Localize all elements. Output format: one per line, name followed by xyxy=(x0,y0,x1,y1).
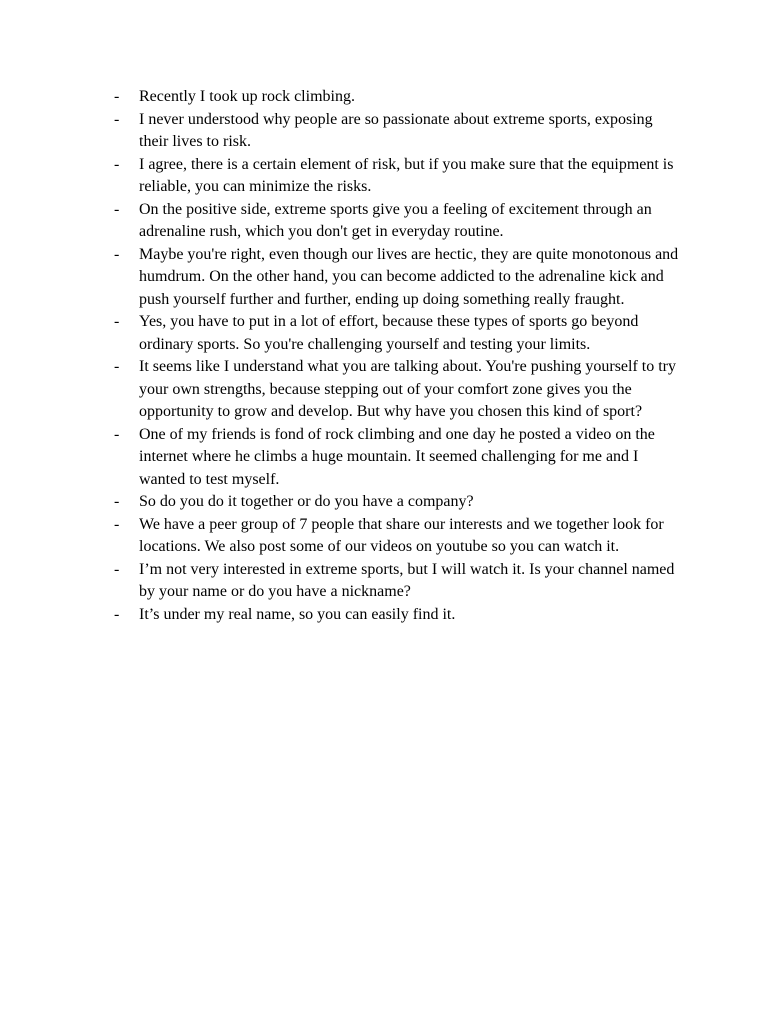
dash-bullet: - xyxy=(114,515,120,533)
dash-bullet: - xyxy=(114,110,120,128)
dialogue-line xyxy=(114,491,684,514)
dash-bullet: - xyxy=(114,313,120,330)
dash-bullet: - xyxy=(114,560,120,578)
dialogue-text: It seems like I understand what you are talking about. You're pushing yourself to try your own strengths, because stepping out of your comfort zone gives you the opportunity to grow and develop. But why have you chosen this kind of sport? xyxy=(139,358,677,420)
dialogue-text: So do you do it together or do you have a company? xyxy=(139,493,474,510)
dialogue-text: One of my friends is fond of rock climbing and one day he posted a video on the internet where he climbs a huge mountain. It seemed challenging for me and I wanted to test myself. xyxy=(139,425,655,488)
dialogue-text: I agree, there is a certain element of risk, but if you make sure that the equipment is reliable, you can minimize the risks. xyxy=(139,155,674,195)
dialogue-text: We have a peer group of 7 people that share our interests and we together look for locations. We also post some of our videos on youtube so you can watch it. xyxy=(139,515,664,555)
dialogue-line xyxy=(114,604,684,627)
dash-bullet: - xyxy=(114,200,120,218)
dialogue-text: It’s under my real name, so you can easily find it. xyxy=(139,605,456,623)
dash-bullet: - xyxy=(114,88,120,105)
dash-bullet: - xyxy=(114,493,120,510)
dialogue-line xyxy=(114,109,684,154)
dialogue-text: Yes, you have to put in a lot of effort, because these types of sports go beyond ordinary sports. So you're challenging yourself and testing your limits. xyxy=(139,313,639,353)
dialogue-line xyxy=(114,244,684,312)
dialogue-text: Maybe you're right, even though our lives are hectic, they are quite monotonous and humdrum. On the other hand, you can become addicted to the adrenaline kick and push yourself further and further, ending up doing something really fraught. xyxy=(139,245,679,308)
dialogue-text: I’m not very interested in extreme sports, but I will watch it. Is your channel named by your name or do you have a nickname? xyxy=(139,560,675,600)
dialogue-text: On the positive side, extreme sports give you a feeling of excitement through an adrenaline rush, which you don't get in everyday routine. xyxy=(139,200,652,240)
dialogue-line xyxy=(114,199,684,244)
dialogue-line xyxy=(114,514,684,559)
dialogue-line xyxy=(114,559,684,604)
dialogue-text: Recently I took up rock climbing. xyxy=(139,88,355,105)
dialogue-line xyxy=(114,311,684,356)
dialogue-line xyxy=(114,154,684,199)
dash-bullet: - xyxy=(114,155,120,173)
dialogue-list xyxy=(114,86,684,626)
dash-bullet: - xyxy=(114,425,120,443)
dialogue-text: I never understood why people are so passionate about extreme sports, exposing their lives to risk. xyxy=(139,110,653,150)
dash-bullet: - xyxy=(114,245,120,263)
dash-bullet: - xyxy=(114,358,120,375)
dialogue-line xyxy=(114,356,684,424)
dialogue-line xyxy=(114,86,684,109)
dialogue-line xyxy=(114,424,684,492)
dash-bullet: - xyxy=(114,605,120,623)
